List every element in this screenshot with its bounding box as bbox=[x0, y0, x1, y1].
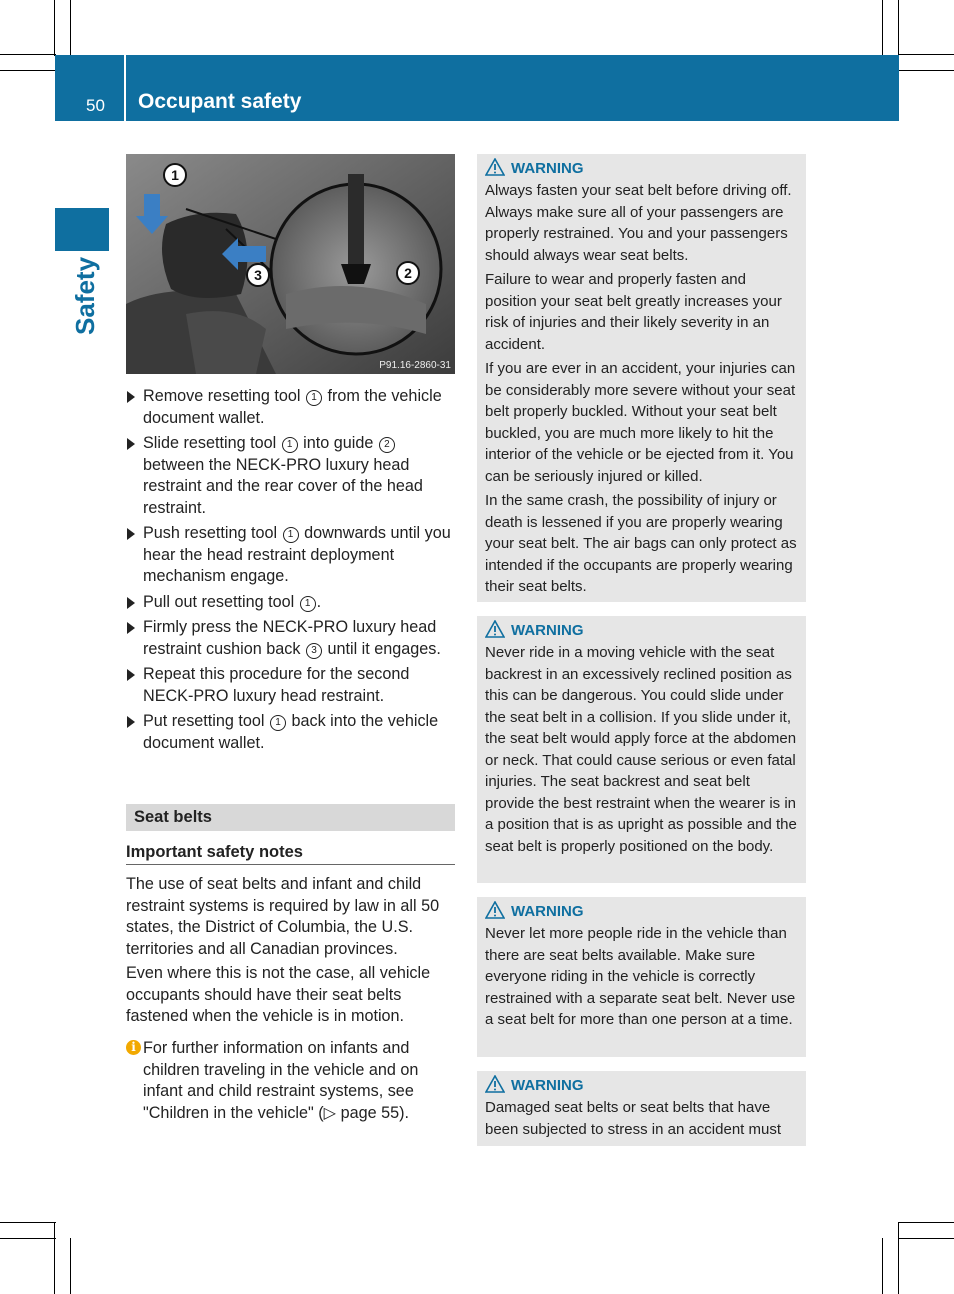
warning-text: If you are ever in an accident, your injuries can be considerably more severe without your seat belt properly buckled. Without your seat belt buckled, you are much more likely to hit the interior of the vehicle or be ejected from it. You can be seriously injured or killed. bbox=[485, 360, 796, 485]
list-item: Remove resetting tool 1 from the vehicle document wallet. bbox=[126, 386, 455, 429]
callout-ref: 2 bbox=[379, 437, 395, 453]
bullet-arrow-icon bbox=[127, 528, 135, 540]
warning-header: WARNING bbox=[485, 620, 799, 640]
crop-mark bbox=[898, 54, 954, 55]
warning-text: Always fasten your seat belt before driving off. Always make sure all of your passengers are properly restrained. You and your passengers should always wear seat belts. bbox=[485, 182, 792, 264]
list-item: Slide resetting tool 1 into guide 2 between the NECK-PRO luxury head restraint and the rear cover of the head restraint. bbox=[126, 433, 455, 519]
callout-3 bbox=[247, 264, 269, 286]
bullet-arrow-icon bbox=[127, 622, 135, 634]
crop-mark bbox=[882, 0, 883, 56]
warning-box bbox=[477, 616, 806, 883]
side-tab-label: Safety bbox=[70, 256, 100, 335]
crop-mark bbox=[0, 70, 56, 71]
seat-belt-motion-paragraph: Even where this is not the case, all vehicle occupants should have their seat belts fastened when the vehicle is in motion. bbox=[126, 964, 431, 1025]
list-item: Push resetting tool 1 downwards until you hear the head restraint deployment mechanism engage. bbox=[126, 523, 455, 588]
crop-mark bbox=[54, 1222, 55, 1294]
header-divider bbox=[124, 55, 126, 121]
warning-header: WARNING bbox=[485, 1075, 799, 1095]
page-number: 50 bbox=[86, 96, 105, 115]
warning-text: Damaged seat belts or seat belts that have been subjected to stress in an accident must bbox=[485, 1099, 782, 1138]
bullet-arrow-icon bbox=[127, 669, 135, 681]
info-note-text: For further information on infants and children traveling in the vehicle and on infant and child restraint systems, see "Children in the vehicle" (▷ page 55). bbox=[143, 1039, 419, 1122]
crop-mark bbox=[0, 1238, 56, 1239]
list-item: Put resetting tool 1 back into the vehicle document wallet. bbox=[126, 711, 455, 754]
warning-triangle-icon bbox=[485, 620, 505, 638]
warning-header: WARNING bbox=[485, 901, 799, 921]
callout-ref: 1 bbox=[306, 390, 322, 406]
svg-text:2: 2 bbox=[404, 265, 412, 281]
warning-box bbox=[477, 154, 806, 602]
info-note bbox=[126, 1038, 455, 1124]
bullet-arrow-icon bbox=[127, 597, 135, 609]
head-restraint-illustration bbox=[126, 154, 455, 374]
callout-ref: 1 bbox=[270, 715, 286, 731]
callout-ref: 1 bbox=[282, 437, 298, 453]
warning-box bbox=[477, 1071, 806, 1146]
bullet-arrow-icon bbox=[127, 391, 135, 403]
crop-mark bbox=[70, 1238, 71, 1294]
section-title: Occupant safety bbox=[138, 90, 302, 113]
warning-text: Never let more people ride in the vehicle than there are seat belts available. Make sure everyone riding in the vehicle is correctly restrained with a separate seat belt. Never use a seat belt for more than one person at a time. bbox=[485, 925, 796, 1028]
bullet-arrow-icon bbox=[127, 438, 135, 450]
crop-mark bbox=[898, 0, 899, 56]
callout-ref: 1 bbox=[283, 527, 299, 543]
procedure-steps bbox=[126, 386, 455, 758]
crop-mark bbox=[898, 70, 954, 71]
warning-text: Never ride in a moving vehicle with the seat backrest in an excessively reclined position as this can be dangerous. You could slide under the seat belt in a collision. If you slide under it, the seat belt would apply force at the abdomen or neck. That could cause serious or even fatal injuries. The seat backrest and seat belt provide the best restraint when the wearer is in a position that is as upright as possible and the seat belt is properly positioned on the body. bbox=[485, 644, 797, 855]
warning-text: Failure to wear and properly fasten and position your seat belt greatly increases your risk of injuries and their likely severity in an accident. bbox=[485, 271, 782, 353]
warning-triangle-icon bbox=[485, 1075, 505, 1093]
warning-triangle-icon bbox=[485, 901, 505, 919]
important-safety-notes-heading: Important safety notes bbox=[126, 843, 455, 865]
callout-ref: 1 bbox=[300, 596, 316, 612]
crop-mark bbox=[882, 1238, 883, 1294]
warning-box bbox=[477, 897, 806, 1057]
seat-belt-law-paragraph: The use of seat belts and infant and child restraint systems is required by law in all 50 states, the District of Columbia, the U.S. territories and all Canadian provinces. bbox=[126, 875, 440, 958]
crop-mark bbox=[898, 1222, 899, 1294]
crop-mark bbox=[0, 1222, 56, 1223]
svg-text:3: 3 bbox=[254, 267, 262, 283]
head-restraint-figure bbox=[126, 154, 455, 374]
callout-ref: 3 bbox=[306, 643, 322, 659]
crop-mark bbox=[70, 0, 71, 56]
warning-triangle-icon bbox=[485, 158, 505, 176]
callout-2 bbox=[397, 262, 419, 284]
crop-mark bbox=[0, 54, 56, 55]
crop-mark bbox=[54, 0, 55, 56]
list-item: Pull out resetting tool 1 . bbox=[126, 592, 455, 614]
list-item: Firmly press the NECK-PRO luxury head restraint cushion back 3 until it engages. bbox=[126, 617, 455, 660]
info-icon: i bbox=[126, 1040, 141, 1055]
figure-code: P91.16-2860-31 bbox=[379, 360, 451, 371]
list-item: Repeat this procedure for the second NECK-PRO luxury head restraint. bbox=[126, 664, 455, 707]
crop-mark bbox=[898, 1222, 954, 1223]
bullet-arrow-icon bbox=[127, 716, 135, 728]
seat-belts-heading: Seat belts bbox=[134, 808, 212, 826]
warning-header: WARNING bbox=[485, 158, 799, 178]
crop-mark bbox=[898, 1238, 954, 1239]
warning-text: In the same crash, the possibility of injury or death is lessened if you are properly wearing your seat belt. The air bags can only protect as intended if the occupants are properly wearing their seat belts. bbox=[485, 492, 797, 595]
side-tab-marker bbox=[55, 208, 109, 251]
callout-1 bbox=[164, 164, 186, 186]
svg-text:1: 1 bbox=[171, 167, 179, 183]
